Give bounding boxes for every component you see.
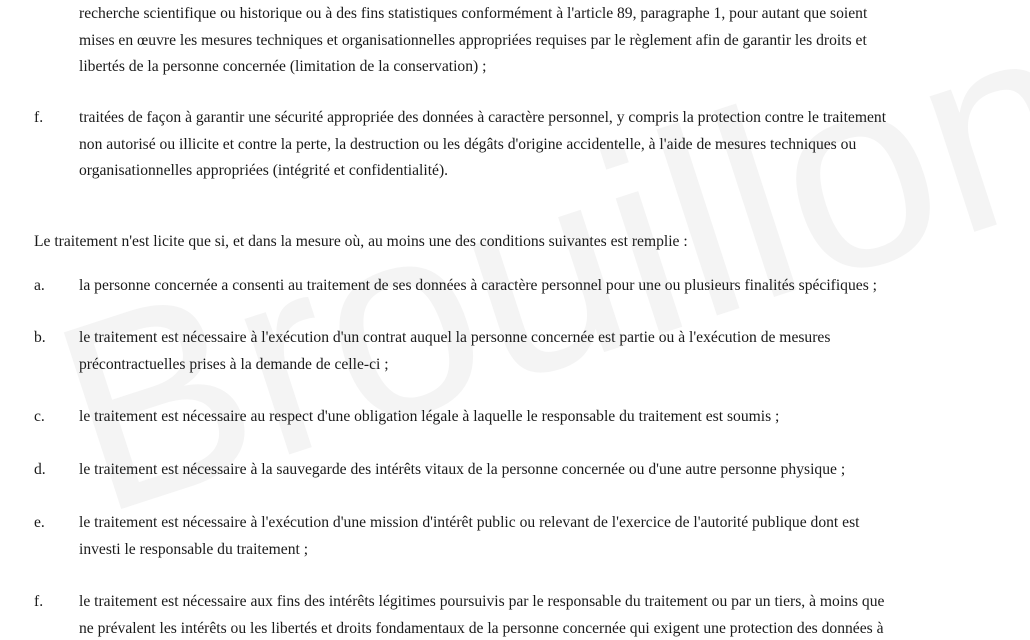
- lawfulness-intro: Le traitement n'est licite que si, et dans la mesure où, au moins une des conditions suivantes est remplie :: [34, 233, 688, 250]
- principle-e-continuation-text: [79, 1, 1009, 81]
- text-line: le traitement est nécessaire à l'exécution d'une mission d'intérêt public ou relevant de l'exercice de l'autorité publique dont est: [79, 514, 860, 531]
- text-line: non autorisé ou illicite et contre la perte, la destruction ou les dégâts d'origine accidentelle, à l'aide de mesures techniques ou: [79, 135, 857, 153]
- condition-c-text: [79, 404, 1009, 431]
- condition-b-text: [79, 325, 1009, 378]
- condition-d-text: [79, 457, 1009, 484]
- list-marker: b.: [34, 329, 46, 346]
- text-line: le traitement est nécessaire aux fins des intérêts légitimes poursuivis par le responsable du traitement ou par un tiers, à moins que: [79, 593, 885, 610]
- text-line: le traitement est nécessaire au respect d'une obligation légale à laquelle le responsable du traitement est soumis ;: [79, 408, 780, 425]
- text-line: investi le responsable du traitement ;: [79, 540, 309, 558]
- text-line: recherche scientifique ou historique ou à des fins statistiques conformément à l'article 89, paragraphe 1, pour autant que soient: [79, 5, 868, 22]
- list-marker: c.: [34, 408, 45, 425]
- list-marker: f.: [34, 593, 44, 610]
- text-line: organisationnelles appropriées (intégrité et confidentialité).: [79, 162, 449, 179]
- condition-a-text: [79, 273, 1009, 300]
- text-line: mises en œuvre les mesures techniques et organisationnelles appropriées requises par le règlement afin de garantir les droits et: [79, 31, 867, 49]
- list-marker: d.: [34, 461, 46, 478]
- text-line: le traitement est nécessaire à la sauvegarde des intérêts vitaux de la personne concernée ou d'une autre personne physique ;: [79, 461, 846, 478]
- text-line: libertés de la personne concernée (limitation de la conservation) ;: [79, 58, 487, 75]
- text-line: traitées de façon à garantir une sécurité appropriée des données à caractère personnel, y compris la protection contre le traitement: [79, 109, 887, 126]
- list-marker: e.: [34, 514, 45, 531]
- text-line: le traitement est nécessaire à l'exécution d'un contrat auquel la personne concernée est partie ou à l'exécution de mesures: [79, 329, 831, 346]
- principle-f-text: [79, 105, 1009, 185]
- text-line: précontractuelles prises à la demande de celle-ci ;: [79, 355, 389, 373]
- condition-f-text: [79, 589, 1009, 640]
- text-line: ne prévalent les intérêts ou les libertés et droits fondamentaux de la personne concernée qui exigent une protection des données à: [79, 619, 884, 637]
- list-marker: a.: [34, 277, 45, 294]
- condition-e-text: [79, 510, 1009, 563]
- list-marker: f.: [34, 109, 44, 126]
- text-line: la personne concernée a consenti au traitement de ses données à caractère personnel pour une ou plusieurs finalités spécifiques ;: [79, 277, 877, 294]
